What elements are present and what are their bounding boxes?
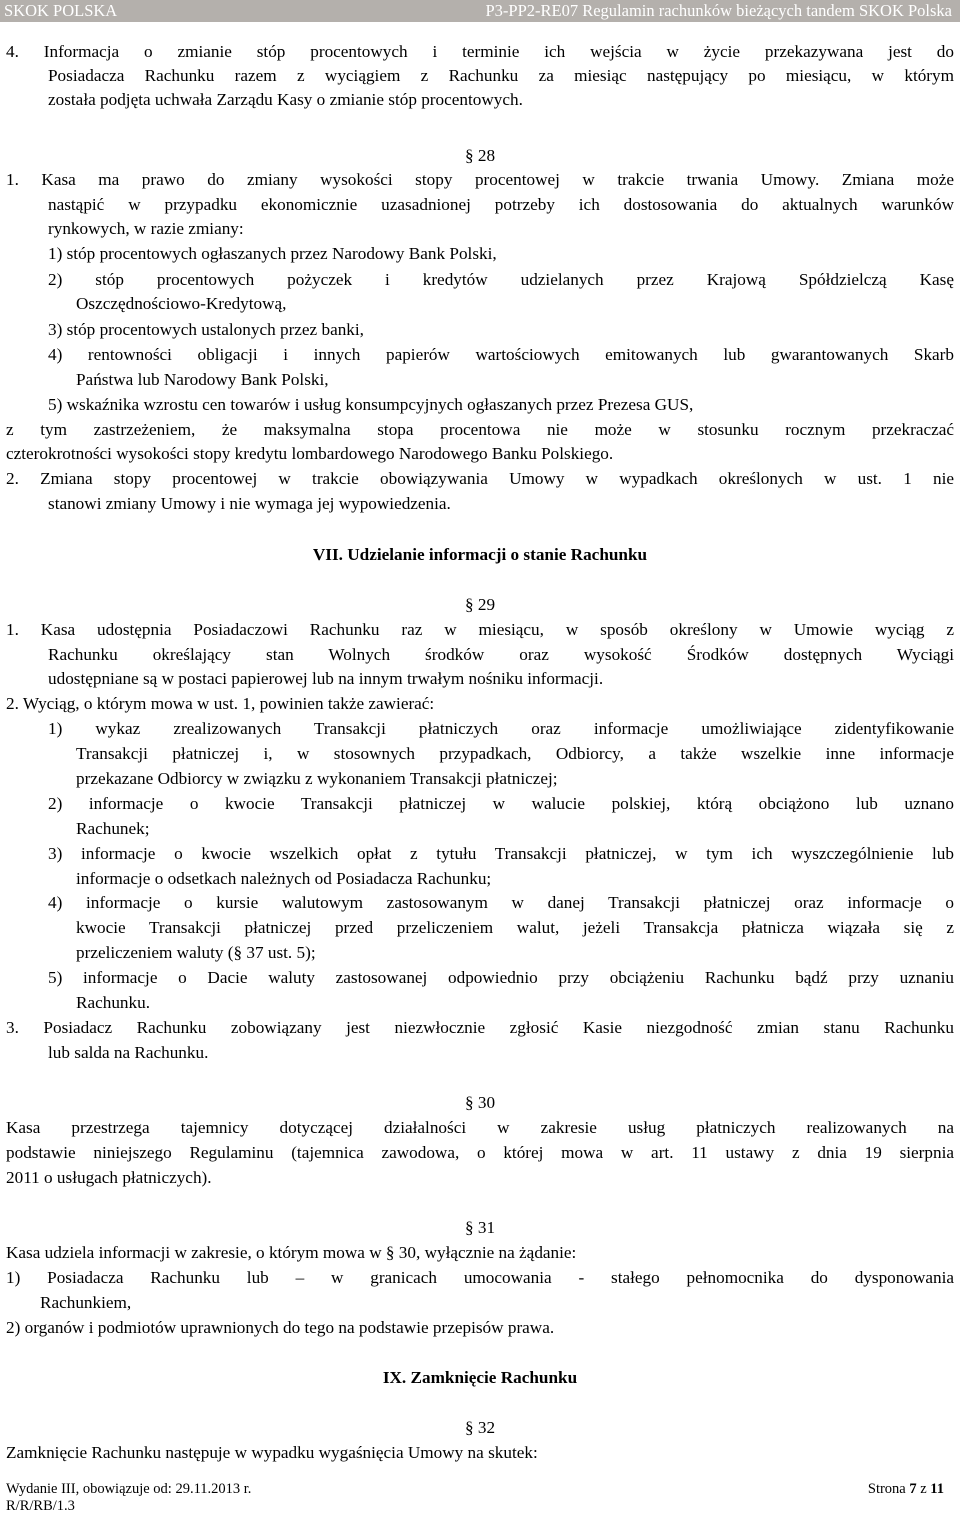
text-line: Kasa przestrzega tajemnicy dotyczącej działalności w zakresie usług płatniczych realizowanych na xyxy=(6,1118,954,1137)
text-line: 1) wykaz zrealizowanych Transakcji płatniczych oraz informacje umożliwiające zidentyfikowanie xyxy=(48,719,954,738)
section-heading: VII. Udzielanie informacji o stanie Rachunku xyxy=(312,545,648,564)
text-line: 2. Zmiana stopy procentowej w trakcie obowiązywania Umowy w wypadkach określonych w ust. 1 nie xyxy=(6,469,954,488)
text-line: 1) Posiadacza Rachunku lub – w granicach umocowania - stałego pełnomocnika do dysponowania xyxy=(6,1268,954,1287)
text-line: 2. Wyciąg, o którym mowa w ust. 1, powinien także zawierać: xyxy=(6,694,435,713)
section-heading: IX. Zamknięcie Rachunku xyxy=(382,1368,578,1387)
page-middle: z xyxy=(916,1481,931,1497)
footer-page-number xyxy=(868,1481,944,1498)
text-line: udostępniane są w postaci papierowej lub na innym trwałym nośniku informacji. xyxy=(48,669,604,688)
page-current: 7 xyxy=(909,1481,917,1497)
page-prefix: Strona xyxy=(867,1481,910,1497)
header-left: SKOK POLSKA xyxy=(4,1,118,20)
text-line: 2011 o usługach płatniczych). xyxy=(6,1168,212,1187)
text-line: 5) informacje o Dacie waluty zastosowanej odpowiednio przy obciążeniu Rachunku bądź przy uznaniu xyxy=(48,968,954,987)
text-line: 2) informacje o kwocie Transakcji płatniczej w walucie polskiej, którą obciążono lub uznano xyxy=(48,794,954,813)
text-line: Zamknięcie Rachunku następuje w wypadku wygaśnięcia Umowy na skutek: xyxy=(6,1443,538,1462)
text-line: rynkowych, w razie zmiany: xyxy=(48,219,244,238)
footer-code: R/R/RB/1.3 xyxy=(6,1498,75,1514)
text-line: 2) organów i podmiotów uprawnionych do tego na podstawie przepisów prawa. xyxy=(6,1318,555,1337)
text-line: 1. Kasa ma prawo do zmiany wysokości stopy procentowej w trakcie trwania Umowy. Zmiana może xyxy=(6,170,954,189)
text-line: Rachunku określający stan Wolnych środków oraz wysokość Środków dostępnych Wyciągi xyxy=(48,645,954,664)
text-line: Rachunku. xyxy=(76,993,150,1012)
text-line: przekazane Odbiorcy w związku z wykonaniem Transakcji płatniczej; xyxy=(76,769,558,788)
text-line: kwocie Transakcji płatniczej przed przeliczeniem walut, jeżeli Transakcja płatnicza wiązała się z xyxy=(76,918,954,937)
text-line: 4. Informacja o zmianie stóp procentowych i terminie ich wejścia w życie przekazywana jest do xyxy=(6,42,954,61)
text-line: 5) wskaźnika wzrostu cen towarów i usług konsumpcyjnych ogłaszanych przez Prezesa GUS, xyxy=(48,395,694,414)
page-header xyxy=(0,0,960,22)
text-line: nastąpić w przypadku ekonomicznie uzasadnionej potrzeby ich dostosowania do aktualnych warunków xyxy=(48,195,954,214)
footer-edition: Wydanie III, obowiązuje od: 29.11.2013 r. xyxy=(6,1481,252,1497)
text-line: 4) rentowności obligacji i innych papierów wartościowych emitowanych lub gwarantowanych Skarb xyxy=(48,345,954,364)
text-line: stanowi zmiany Umowy i nie wymaga jej wypowiedzenia. xyxy=(48,494,451,513)
text-line: informacje o odsetkach należnych od Posiadacza Rachunku; xyxy=(76,869,492,888)
paragraph-number: § 30 xyxy=(464,1093,496,1112)
text-line: została podjęta uchwała Zarządu Kasy o zmianie stóp procentowych. xyxy=(48,90,523,109)
text-line: 3) stóp procentowych ustalonych przez banki, xyxy=(48,320,364,339)
page-total: 11 xyxy=(930,1481,944,1497)
text-line: podstawie niniejszego Regulaminu (tajemnica zawodowa, o której mowa w art. 11 ustawy z dnia 19 sierpnia xyxy=(6,1143,954,1162)
paragraph-number: § 28 xyxy=(464,146,496,165)
text-line: 2) stóp procentowych pożyczek i kredytów udzielanych przez Krajową Spółdzielczą Kasę xyxy=(48,270,954,289)
text-line: Transakcji płatniczej i, w stosownych przypadkach, Odbiorcy, a także wszelkie inne informacje xyxy=(76,744,954,763)
paragraph-number: § 29 xyxy=(464,595,496,614)
paragraph-number: § 31 xyxy=(464,1218,496,1237)
text-line: 4) informacje o kursie walutowym zastosowanym w danej Transakcji płatniczej oraz informacje o xyxy=(48,893,954,912)
header-right: P3-PP2-RE07 Regulamin rachunków bieżących tandem SKOK Polska xyxy=(485,1,952,20)
text-line: 3) informacje o kwocie wszelkich opłat z tytułu Transakcji płatniczej, w tym ich wyszczególnienie lub xyxy=(48,844,954,863)
text-line: lub salda na Rachunku. xyxy=(48,1043,209,1062)
text-line: Kasa udziela informacji w zakresie, o którym mowa w § 30, wyłącznie na żądanie: xyxy=(6,1243,577,1262)
text-line: Posiadacza Rachunku razem z wyciągiem z Rachunku za miesiąc następujący po miesiącu, w którym xyxy=(48,66,954,85)
text-line: 1) stóp procentowych ogłaszanych przez Narodowy Bank Polski, xyxy=(48,244,497,263)
paragraph-number: § 32 xyxy=(464,1418,496,1437)
text-line: 3. Posiadacz Rachunku zobowiązany jest niezwłocznie zgłosić Kasie niezgodność zmian stanu Rachunku xyxy=(6,1018,954,1037)
text-line: Rachunek; xyxy=(76,819,150,838)
text-line: czterokrotności wysokości stopy kredytu lombardowego Narodowego Banku Polskiego. xyxy=(6,444,614,463)
text-line: przeliczeniem waluty (§ 37 ust. 5); xyxy=(76,943,316,962)
text-line: Państwa lub Narodowy Bank Polski, xyxy=(76,370,329,389)
text-line: 1. Kasa udostępnia Posiadaczowi Rachunku raz w miesiącu, w sposób określony w Umowie wyciąg z xyxy=(6,620,954,639)
text-line: Rachunkiem, xyxy=(40,1293,132,1312)
text-line: z tym zastrzeżeniem, że maksymalna stopa procentowa nie może w stosunku rocznym przekraczać xyxy=(6,420,954,439)
text-line: Oszczędnościowo-Kredytową, xyxy=(76,294,287,313)
